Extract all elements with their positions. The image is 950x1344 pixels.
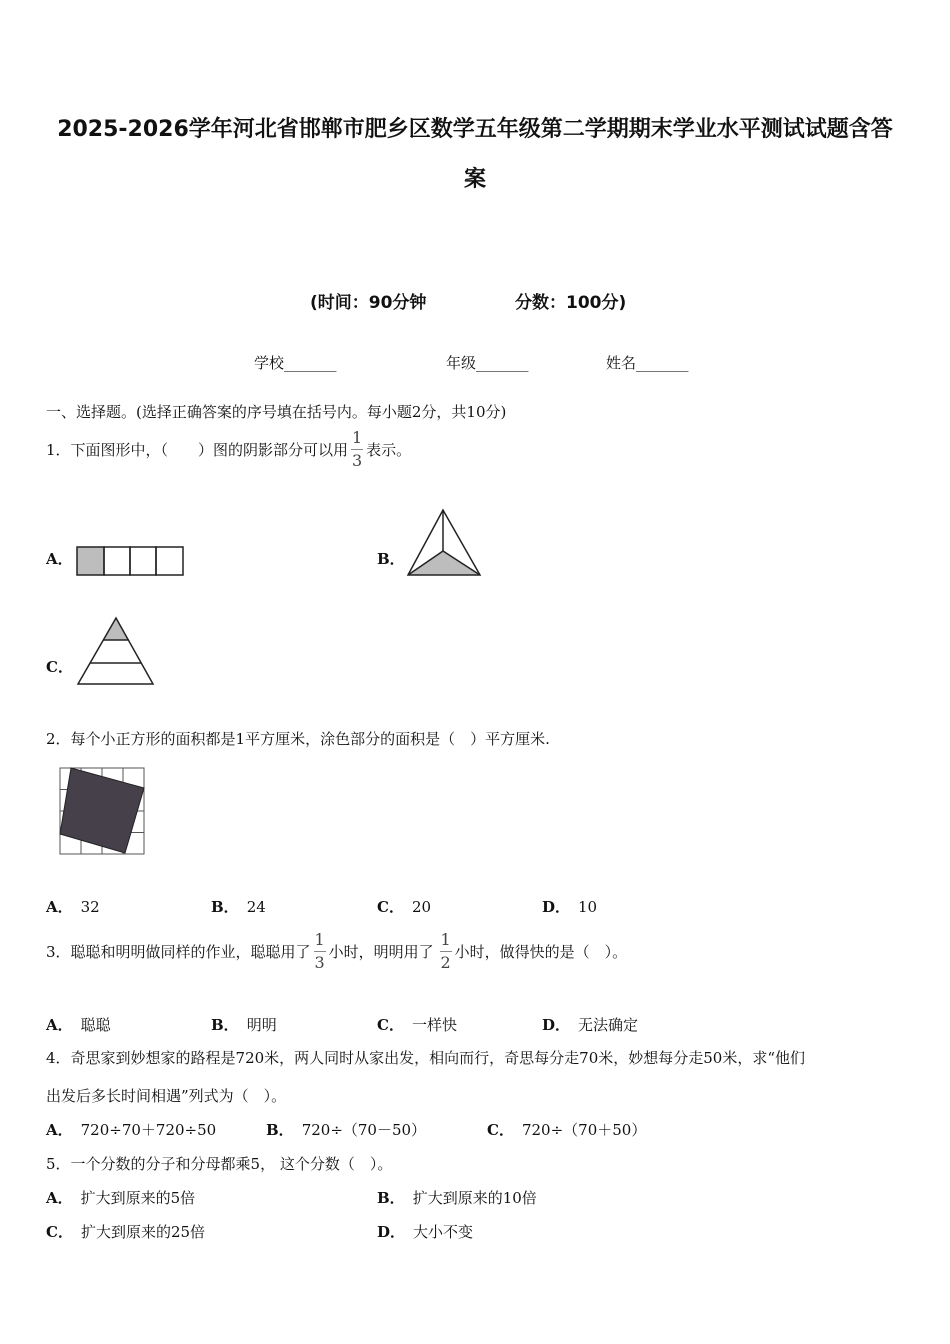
q5-option-c[interactable]: [46, 1221, 205, 1242]
q5-option-d[interactable]: [377, 1221, 473, 1242]
option-text: 一样快: [411, 1016, 457, 1034]
question-3: [46, 930, 627, 973]
q2-grid-figure: [56, 764, 148, 858]
option-label: C．: [46, 658, 73, 676]
page-title-line1: 2025-2026学年河北省邯郸市肥乡区数学五年级第二学期期末学业水平测试试题含答: [57, 117, 893, 142]
option-text: 明明: [246, 1016, 277, 1034]
option-text: 扩大到原来的5倍: [80, 1189, 196, 1207]
option-label: B．: [266, 1121, 294, 1139]
question-4-line2: 出发后多长时间相遇”列式为（ ）。: [46, 1087, 287, 1105]
q2-option-b[interactable]: [211, 896, 266, 917]
question-text-end: 小时，做得快的是（ ）。: [454, 942, 628, 961]
q3-option-b[interactable]: [211, 1014, 277, 1035]
question-text-line1: 奇思家到妙想家的路程是720米，两人同时从家出发，相向而行，奇思每分走70米，妙想每分走50米，求“他们: [70, 1049, 806, 1067]
option-text: 无法确定: [578, 1016, 639, 1034]
name-field[interactable]: 姓名_______: [606, 354, 689, 372]
q3-option-c[interactable]: [377, 1014, 457, 1035]
option-text: 大小不变: [413, 1223, 474, 1241]
grade-field[interactable]: 年级_______: [446, 354, 529, 372]
cell: [130, 547, 156, 575]
option-text: 聪聪: [80, 1016, 111, 1034]
option-text: 扩大到原来的25倍: [80, 1223, 206, 1241]
score-info: 分数：100分): [515, 293, 627, 313]
question-text: 聪聪和明明做同样的作业，聪聪用了: [70, 942, 311, 961]
cell: [156, 547, 183, 575]
school-field[interactable]: 学校_______: [254, 354, 337, 372]
option-text: 720÷70＋720÷50: [80, 1121, 217, 1139]
question-4: [46, 1047, 906, 1068]
option-label: C．: [377, 1016, 404, 1034]
option-label: A．: [46, 550, 73, 568]
fraction-denominator: 2: [440, 953, 451, 972]
q2-option-d[interactable]: [542, 896, 597, 917]
fraction-numerator: 1: [351, 428, 363, 447]
option-label: A．: [46, 1189, 73, 1207]
question-text: 一个分数的分子和分母都乘5， 这个分数（ ）。: [70, 1155, 393, 1173]
option-text: 扩大到原来的10倍: [412, 1189, 537, 1207]
time-info: (时间：90分钟: [310, 293, 427, 313]
section-heading: 一、选择题。(选择正确答案的序号填在括号内。每小题2分，共10分): [46, 403, 507, 421]
q3-option-a[interactable]: [46, 1014, 111, 1035]
fraction-bar: [440, 951, 452, 952]
page-title-line2: 案: [463, 167, 486, 192]
q2-option-c[interactable]: [377, 896, 431, 917]
fraction-numerator: 1: [314, 930, 325, 949]
option-label: D．: [542, 1016, 571, 1034]
option-label: C．: [487, 1121, 514, 1139]
option-label: B．: [377, 550, 405, 568]
option-label: C．: [377, 898, 404, 916]
option-text: 32: [80, 898, 100, 916]
q4-option-c[interactable]: [487, 1119, 646, 1140]
option-text: 10: [578, 898, 598, 916]
question-1: [46, 428, 411, 471]
option-text: 720÷（70＋50）: [521, 1121, 647, 1139]
option-label: B．: [211, 898, 239, 916]
q1-figure-b: [402, 506, 486, 580]
question-text: 下面图形中，（ ）图的阴影部分可以用: [70, 440, 349, 459]
option-text: 20: [411, 898, 432, 916]
option-text: 720÷（70－50）: [301, 1121, 427, 1139]
fraction-bar: [314, 951, 326, 952]
option-label: A．: [46, 1121, 73, 1139]
question-number: 1．: [46, 440, 71, 459]
question-number: 4．: [46, 1049, 71, 1067]
fraction-one-third: [351, 428, 363, 471]
fraction-one-half: [440, 930, 452, 973]
option-text: 24: [246, 898, 266, 916]
question-text: 每个小正方形的面积都是1平方厘米，涂色部分的面积是（ ）平方厘米.: [70, 730, 550, 748]
q1-figure-a: [76, 546, 186, 578]
question-number: 5．: [46, 1155, 71, 1173]
option-label: C．: [46, 1223, 73, 1241]
option-label: A．: [46, 898, 73, 916]
question-text-end: 表示。: [366, 440, 412, 459]
option-label: D．: [377, 1223, 406, 1241]
q5-option-a[interactable]: [46, 1187, 195, 1208]
fraction-numerator: 1: [440, 930, 451, 949]
fraction-denominator: 3: [351, 451, 363, 470]
shaded-top: [103, 618, 129, 640]
option-label: B．: [211, 1016, 239, 1034]
fraction-denominator: 3: [314, 953, 325, 972]
question-text-mid: 小时，明明用了: [328, 942, 434, 961]
q3-option-d[interactable]: [542, 1014, 638, 1035]
q4-option-b[interactable]: [266, 1119, 426, 1140]
cell: [104, 547, 130, 575]
shaded-square: [60, 768, 144, 853]
option-label: B．: [377, 1189, 405, 1207]
q2-option-a[interactable]: [46, 896, 100, 917]
fraction-one-third: [314, 930, 326, 973]
q5-option-b[interactable]: [377, 1187, 537, 1208]
option-label: A．: [46, 1016, 73, 1034]
q1-figure-c: [74, 614, 158, 688]
question-number: 3．: [46, 942, 71, 961]
question-5: [46, 1153, 392, 1174]
q4-option-a[interactable]: [46, 1119, 216, 1140]
question-2: [46, 728, 550, 749]
shaded-cell: [77, 547, 104, 575]
option-label: D．: [542, 898, 571, 916]
fraction-bar: [351, 449, 363, 450]
question-number: 2．: [46, 730, 71, 748]
